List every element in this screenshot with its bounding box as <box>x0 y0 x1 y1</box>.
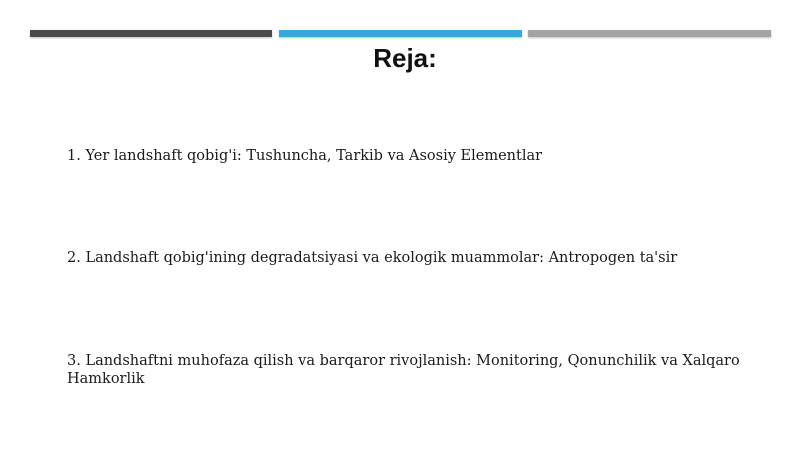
header-bar-blue <box>279 30 522 37</box>
plan-item-1: 1. Yer landshaft qobig'i: Tushuncha, Tarkib va Asosiy Elementlar <box>67 148 543 164</box>
plan-item-2: 2. Landshaft qobig'ining degradatsiyasi va ekologik muammolar: Antropogen ta'sir <box>67 250 678 266</box>
plan-item-3: 3. Landshaftni muhofaza qilish va barqaror rivojlanish: Monitoring, Qonunchilik va Xalqaro Hamkorlik <box>67 353 740 387</box>
header-bar-gray <box>528 30 771 37</box>
header-bar-dark <box>30 30 272 37</box>
slide-title: Reja: <box>373 43 437 73</box>
